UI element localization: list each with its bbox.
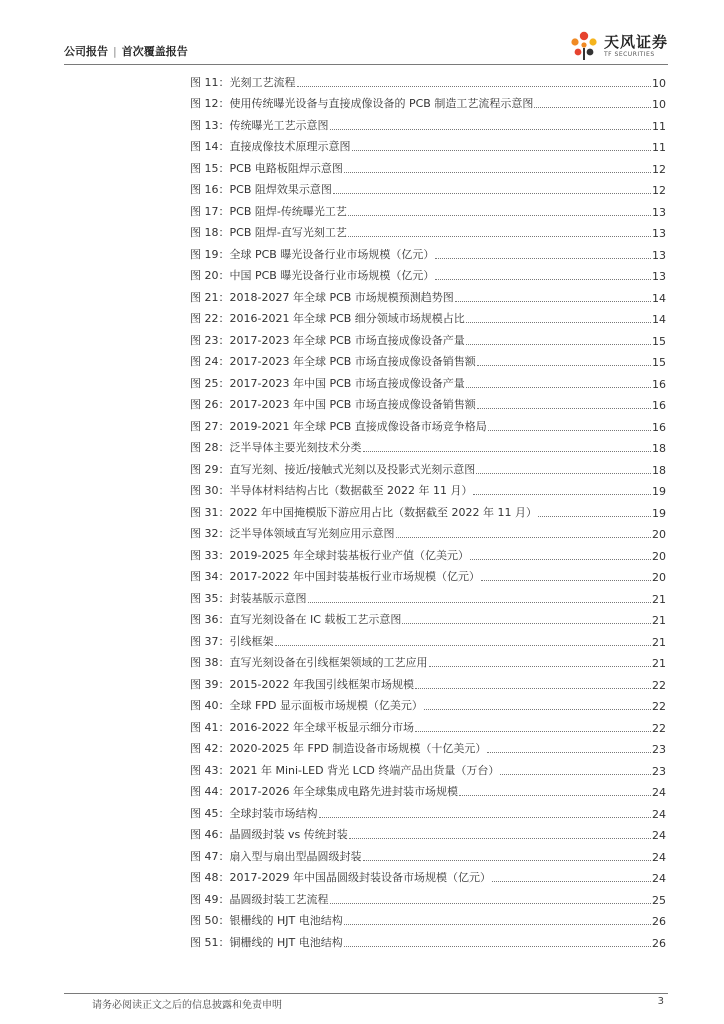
toc-page-number: 22 [652,678,666,692]
toc-dot-leader [538,516,651,517]
toc-figure-label: 图 24： [190,355,230,368]
toc-entry[interactable] [190,434,666,456]
toc-figure-label: 图 51： [190,935,230,949]
toc-dot-leader [429,666,652,667]
toc-dot-leader [476,473,651,474]
toc-figure-title: 直写光刻、接近/接触式光刻以及投影式光刻示意图 [229,462,476,476]
toc-figure-label: 图 40： [190,699,230,712]
toc-figure-label: 图 30： [190,484,230,497]
toc-page-number: 26 [652,915,666,928]
toc-page-number: 26 [652,936,666,950]
toc-figure-title: 2016-2021 年全球 PCB 细分领域市场规模占比 [229,312,465,325]
toc-figure-label: 图 25： [190,376,230,390]
toc-figure-title: 直接成像技术原理示意图 [229,140,351,153]
toc-page-number: 19 [652,506,666,520]
toc-entry[interactable] [190,176,666,198]
toc-figure-title: PCB 阻焊-直写光刻工艺 [229,226,347,239]
toc-entry[interactable] [190,262,666,284]
toc-dot-leader [415,688,651,689]
toc-entry[interactable] [190,477,666,499]
tf-securities-logo-icon [568,30,600,62]
toc-figure-label: 图 32： [190,527,230,540]
toc-page-number: 19 [652,485,666,498]
toc-dot-leader [415,731,651,732]
toc-page-number: 21 [652,592,666,606]
toc-figure-title: 晶圆级封装工艺流程 [229,892,329,906]
toc-figure-title: 泛半导体主要光刻技术分类 [229,441,362,454]
toc-dot-leader [349,838,651,839]
toc-figure-title: 晶圆级封装 vs 传统封装 [229,828,348,841]
toc-page-number: 18 [652,442,666,455]
toc-figure-label: 图 17： [190,204,230,218]
toc-page-number: 24 [652,872,666,885]
toc-figure-title: PCB 阻焊-传统曝光工艺 [229,204,347,218]
toc-page-number: 20 [652,528,666,541]
toc-figure-label: 图 21： [190,290,230,304]
toc-dot-leader [308,602,652,603]
toc-dot-leader [402,623,651,624]
toc-entry[interactable] [190,821,666,843]
toc-entry[interactable] [190,197,666,219]
toc-figure-label: 图 18： [190,226,230,239]
toc-figure-title: 2017-2023 年全球 PCB 市场直接成像设备销售额 [229,355,476,368]
toc-entry[interactable] [190,283,666,305]
toc-figure-label: 图 38： [190,656,230,669]
toc-figure-label: 图 45： [190,806,230,820]
toc-figure-label: 图 29： [190,462,230,476]
toc-figure-title: 2018-2027 年全球 PCB 市场规模预测趋势图 [229,290,454,304]
toc-dot-leader [455,301,651,302]
toc-entry[interactable] [190,219,666,241]
toc-dot-leader [466,387,651,388]
toc-dot-leader [297,86,652,87]
toc-dot-leader [348,215,651,216]
toc-figure-title: 2017-2023 年中国 PCB 市场直接成像设备产量 [229,376,465,390]
toc-dot-leader [534,107,651,108]
toc-entry[interactable] [190,907,666,929]
toc-entry[interactable] [190,240,666,262]
toc-figure-label: 图 13： [190,118,230,132]
toc-figure-label: 图 23： [190,333,230,347]
toc-figure-title: 使用传统曝光设备与直接成像设备的 PCB 制造工艺流程示意图 [229,97,534,110]
toc-entry[interactable] [190,692,666,714]
report-type: 公司报告 [64,45,108,58]
toc-entry[interactable] [190,928,666,950]
toc-figure-label: 图 43： [190,763,230,777]
company-logo [568,30,668,62]
toc-figure-title: 2017-2026 年全球集成电路先进封装市场规模 [229,785,458,798]
toc-dot-leader [488,430,651,431]
toc-figure-title: 2019-2021 年全球 PCB 直接成像设备市场竞争格局 [229,419,487,433]
footer-divider [64,993,668,994]
toc-dot-leader [466,322,651,323]
toc-figure-label: 图 16： [190,183,230,196]
toc-figure-title: 2022 年中国掩模版下游应用占比（数据截至 2022 年 11 月） [229,505,537,519]
toc-page-number: 21 [652,614,666,627]
footer-disclaimer: 请务必阅读正文之后的信息披露和免责申明 [92,1000,282,1011]
toc-entry[interactable] [190,111,666,133]
toc-entry[interactable] [190,563,666,585]
toc-figure-title: 直写光刻设备在 IC 载板工艺示意图 [229,613,402,626]
toc-figure-label: 图 19： [190,247,230,261]
toc-entry[interactable] [190,606,666,628]
toc-entry[interactable] [190,541,666,563]
toc-page-number: 20 [652,571,666,584]
toc-entry[interactable] [190,455,666,477]
toc-dot-leader [344,924,651,925]
toc-entry[interactable] [190,885,666,907]
toc-dot-leader [424,709,651,710]
toc-figure-title: PCB 电路板阻焊示意图 [229,161,343,175]
logo-name-en: TF SECURITIES [603,50,655,58]
toc-page-number: 25 [652,893,666,907]
toc-figure-title: 银栅线的 HJT 电池结构 [229,914,343,927]
toc-page-number: 14 [652,313,666,326]
toc-figure-title: 2017-2029 年中国晶圆级封装设备市场规模（亿元） [229,871,491,884]
toc-page-number: 24 [652,829,666,842]
toc-entry[interactable] [190,584,666,606]
toc-dot-leader [477,365,651,366]
toc-figure-title: 全球封装市场结构 [229,806,318,820]
toc-figure-label: 图 42： [190,742,230,755]
toc-entry[interactable] [190,756,666,778]
toc-page-number: 16 [652,420,666,434]
toc-page-number: 15 [652,334,666,348]
toc-dot-leader [344,172,651,173]
toc-entry[interactable] [190,68,666,90]
toc-page-number: 15 [652,356,666,369]
toc-entry[interactable] [190,90,666,112]
toc-figure-label: 图 27： [190,419,230,433]
toc-entry[interactable] [190,735,666,757]
toc-dot-leader [487,752,651,753]
figure-list [190,68,666,950]
toc-figure-title: 全球 PCB 曝光设备行业市场规模（亿元） [229,247,435,261]
toc-figure-title: 光刻工艺流程 [229,75,296,89]
toc-figure-label: 图 35： [190,591,230,605]
toc-page-number: 23 [652,764,666,778]
toc-page-number: 12 [652,184,666,197]
toc-dot-leader [435,279,651,280]
toc-figure-title: 传统曝光工艺示意图 [229,118,329,132]
toc-page-number: 11 [652,141,666,154]
toc-figure-title: 引线框架 [229,634,274,648]
toc-dot-leader [275,645,652,646]
toc-figure-label: 图 31： [190,505,230,519]
toc-dot-leader [473,494,651,495]
toc-figure-label: 图 36： [190,613,230,626]
toc-figure-title: 2020-2025 年 FPD 制造设备市场规模（十亿美元） [229,742,487,755]
toc-figure-title: 2021 年 Mini-LED 背光 LCD 终端产品出货量（万台） [229,763,500,777]
toc-dot-leader [344,946,651,947]
toc-page-number: 22 [652,700,666,713]
toc-entry[interactable] [190,326,666,348]
toc-dot-leader [333,193,651,194]
toc-figure-title: 2019-2025 年全球封装基板行业产值（亿美元） [229,548,469,562]
toc-page-number: 18 [652,463,666,477]
toc-figure-label: 图 39： [190,677,230,691]
toc-page-number: 14 [652,291,666,305]
toc-figure-title: 2015-2022 年我国引线框架市场规模 [229,677,414,691]
toc-entry[interactable] [190,498,666,520]
toc-entry[interactable] [190,864,666,886]
toc-dot-leader [348,236,651,237]
toc-page-number: 24 [652,850,666,864]
toc-entry[interactable] [190,649,666,671]
report-subtype: 首次覆盖报告 [121,45,188,58]
toc-figure-title: 半导体材料结构占比（数据截至 2022 年 11 月） [229,484,473,497]
toc-figure-label: 图 48： [190,871,230,884]
toc-page-number: 13 [652,270,666,283]
toc-figure-title: 2017-2023 年全球 PCB 市场直接成像设备产量 [229,333,465,347]
toc-entry[interactable] [190,799,666,821]
toc-page-number: 21 [652,657,666,670]
toc-entry[interactable] [190,627,666,649]
toc-figure-label: 图 12： [190,97,230,110]
toc-dot-leader [435,258,651,259]
toc-dot-leader [363,451,652,452]
toc-page-number: 16 [652,399,666,412]
toc-entry[interactable] [190,670,666,692]
toc-figure-title: 泛半导体领域直写光刻应用示意图 [229,527,395,540]
toc-figure-label: 图 44： [190,785,230,798]
toc-figure-title: PCB 阻焊效果示意图 [229,183,332,196]
toc-figure-label: 图 11： [190,75,230,89]
toc-figure-title: 中国 PCB 曝光设备行业市场规模（亿元） [229,269,435,282]
toc-page-number: 12 [652,162,666,176]
toc-dot-leader [470,559,651,560]
toc-page-number: 20 [652,549,666,563]
header-divider [64,64,668,65]
toc-figure-label: 图 49： [190,892,230,906]
toc-dot-leader [352,150,652,151]
toc-entry[interactable] [190,713,666,735]
toc-figure-label: 图 47： [190,849,230,863]
toc-page-number: 10 [652,98,666,111]
toc-dot-leader [319,817,652,818]
toc-dot-leader [330,129,652,130]
toc-figure-label: 图 15： [190,161,230,175]
toc-entry[interactable] [190,305,666,327]
toc-figure-label: 图 14： [190,140,230,153]
toc-dot-leader [492,881,651,882]
toc-page-number: 16 [652,377,666,391]
toc-page-number: 22 [652,721,666,735]
toc-figure-label: 图 33： [190,548,230,562]
toc-page-number: 24 [652,786,666,799]
toc-dot-leader [500,774,651,775]
toc-figure-label: 图 50： [190,914,230,927]
toc-figure-title: 全球 FPD 显示面板市场规模（亿美元） [229,699,423,712]
toc-entry[interactable] [190,348,666,370]
toc-page-number: 13 [652,248,666,262]
toc-entry[interactable] [190,154,666,176]
toc-figure-title: 2016-2022 年全球平板显示细分市场 [229,720,414,734]
toc-figure-title: 铜栅线的 HJT 电池结构 [229,935,343,949]
toc-figure-label: 图 41： [190,720,230,734]
toc-dot-leader [330,903,652,904]
toc-entry[interactable] [190,778,666,800]
toc-figure-title: 2017-2023 年中国 PCB 市场直接成像设备销售额 [229,398,476,411]
toc-entry[interactable] [190,391,666,413]
toc-figure-title: 封装基版示意图 [229,591,307,605]
toc-page-number: 13 [652,227,666,240]
header-separator: | [113,45,117,58]
toc-entry[interactable] [190,133,666,155]
toc-page-number: 23 [652,743,666,756]
toc-figure-label: 图 46： [190,828,230,841]
toc-page-number: 24 [652,807,666,821]
toc-figure-title: 2017-2022 年中国封装基板行业市场规模（亿元） [229,570,480,583]
toc-dot-leader [481,580,651,581]
toc-entry[interactable] [190,520,666,542]
toc-entry[interactable] [190,412,666,434]
toc-figure-label: 图 20： [190,269,230,282]
toc-figure-label: 图 37： [190,634,230,648]
toc-entry[interactable] [190,842,666,864]
toc-dot-leader [466,344,651,345]
toc-page-number: 13 [652,205,666,219]
toc-page-number: 21 [652,635,666,649]
toc-figure-label: 图 28： [190,441,230,454]
toc-entry[interactable] [190,369,666,391]
toc-figure-label: 图 34： [190,570,230,583]
toc-dot-leader [396,537,652,538]
toc-figure-label: 图 22： [190,312,230,325]
report-category [64,43,188,59]
toc-figure-label: 图 26： [190,398,230,411]
logo-name-cn: 天风证券 [603,32,668,51]
toc-dot-leader [363,860,652,861]
page-number: 3 [657,996,664,1007]
page-header [64,30,668,64]
toc-dot-leader [477,408,651,409]
toc-page-number: 11 [652,119,666,133]
toc-dot-leader [459,795,651,796]
toc-figure-title: 直写光刻设备在引线框架领域的工艺应用 [229,656,428,669]
toc-page-number: 10 [652,76,666,90]
toc-figure-title: 扇入型与扇出型晶圆级封装 [229,849,362,863]
